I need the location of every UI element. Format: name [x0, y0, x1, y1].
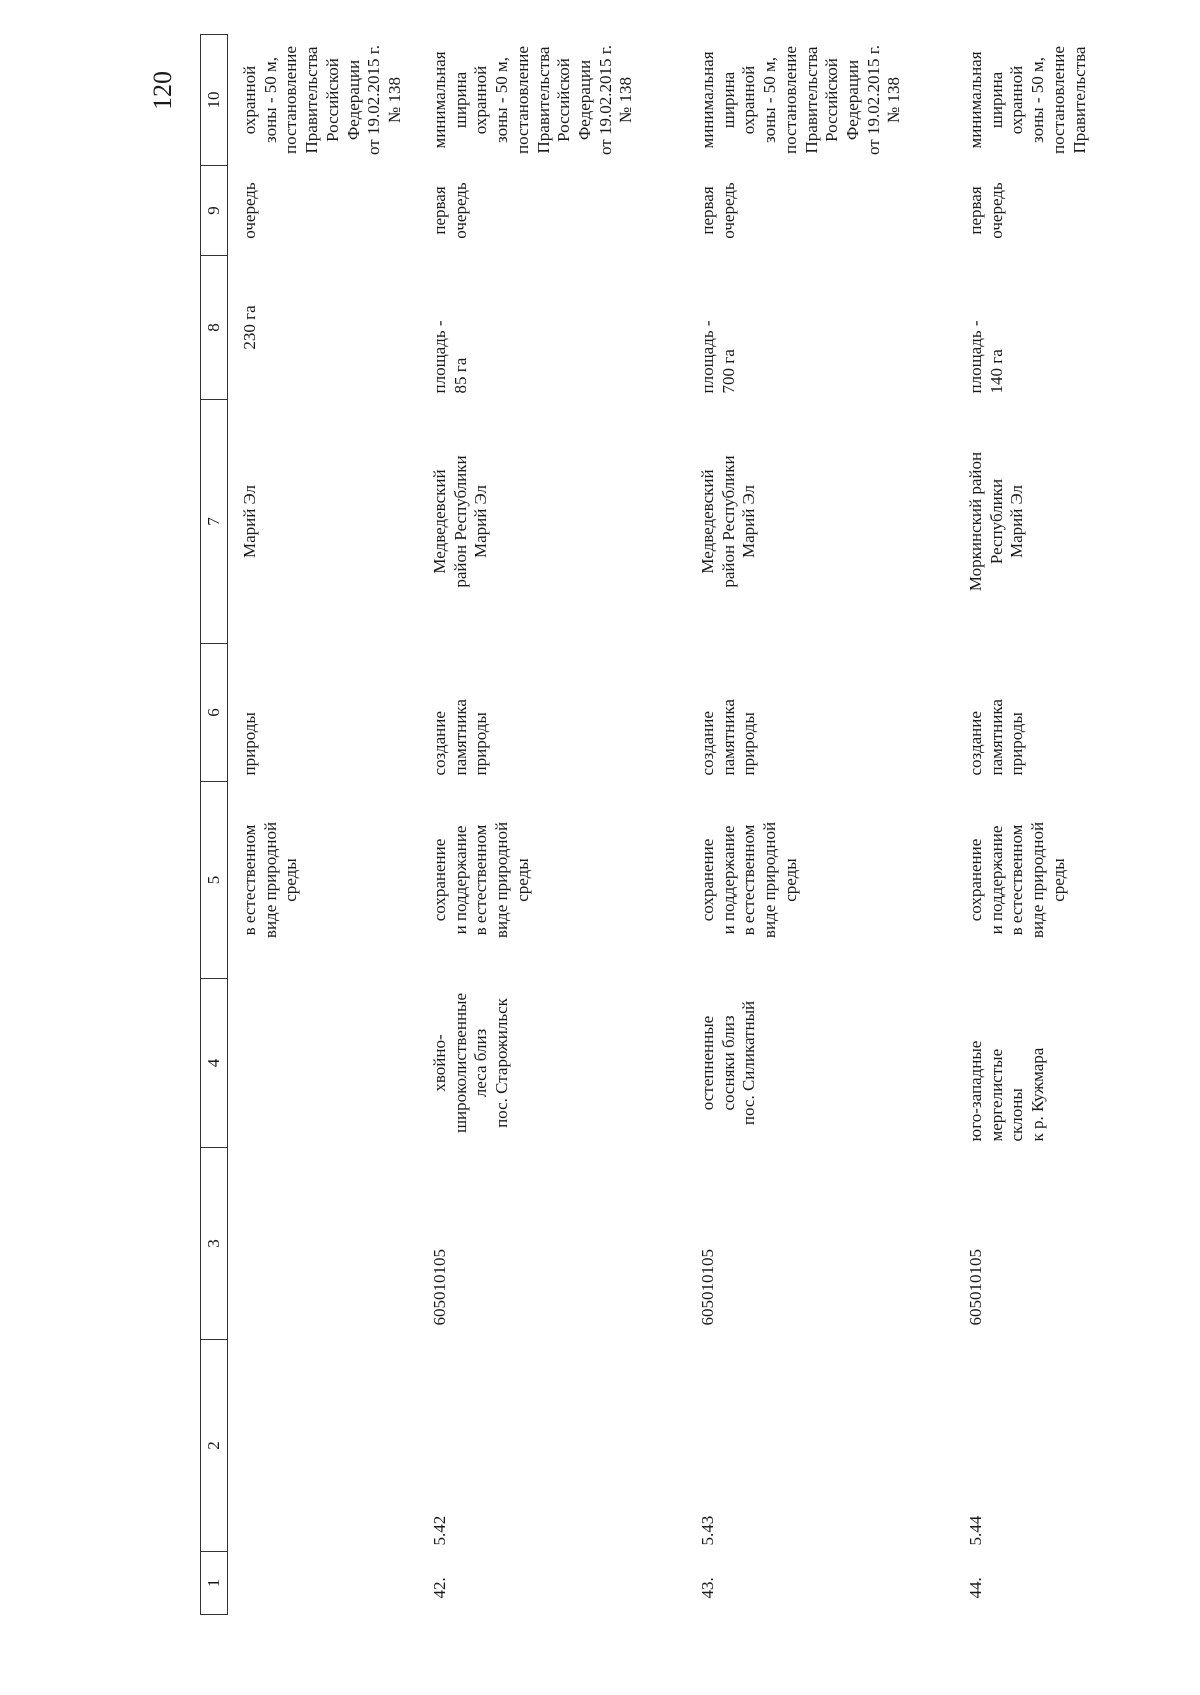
cell-type: создание памятника природы — [965, 699, 1027, 776]
cell-priority: первая очередь — [697, 182, 738, 239]
rotated-table-container — [200, 35, 1200, 1615]
document-table — [200, 34, 1200, 1615]
cell-purpose: сохранение и поддержание в естественном виде природной среды — [697, 821, 800, 939]
cell-id: 605010105 — [965, 1249, 985, 1326]
cell-type: создание памятника природы — [429, 699, 491, 776]
cell-id: 605010105 — [697, 1249, 717, 1326]
cell-priority: первая очередь — [965, 182, 1006, 239]
cell-code: 5.44 — [965, 1515, 985, 1546]
cell-purpose: сохранение и поддержание в естественном виде природной среды — [429, 821, 532, 939]
header-col-10: 10 — [201, 35, 228, 166]
cell-notes: охранной зоны - 50 м, постановление Правительства Российской Федерации от 19.02.2015 г. № 138 — [240, 45, 405, 156]
cell-purpose: в естественном виде природной среды — [240, 821, 301, 939]
cell-area: 230 га — [240, 305, 259, 350]
cell-area: площадь - 140 га — [965, 320, 1006, 394]
cell-notes: минимальная ширина охранной зоны - 50 м, постановление Правительства Российской Федерации от 19.02.2015 г. № 138 — [429, 45, 636, 156]
header-col-1: 1 — [201, 1552, 228, 1615]
cell-priority: очередь — [240, 182, 259, 239]
header-col-7: 7 — [201, 400, 228, 644]
cell-type: создание памятника природы — [697, 699, 759, 776]
cell-area: площадь - 700 га — [697, 320, 738, 394]
cell-location: Моркинский район Республики Марий Эл — [965, 451, 1027, 592]
cell-location: Марий Эл — [240, 484, 259, 559]
cell-type: природы — [240, 712, 259, 776]
cell-notes: минимальная ширина охранной зоны - 50 м, постановление Правительства Российской Федерации от 19.02.2015 г. № 138 — [697, 45, 904, 156]
cell-empty — [228, 979, 406, 1148]
header-row — [201, 35, 228, 1615]
page-number: 120 — [148, 71, 177, 110]
cell-empty — [228, 1552, 406, 1615]
cell-row-number: 44. — [965, 1577, 985, 1599]
cell-location: Медведевский район Республики Марий Эл — [429, 455, 491, 588]
cell-row-number: 42. — [429, 1577, 449, 1599]
cell-purpose: сохранение и поддержание в естественном виде природной среды — [965, 821, 1068, 939]
header-col-6: 6 — [201, 644, 228, 782]
cell-notes: минимальная ширина охранной зоны - 50 м, постановление Правительства — [965, 46, 1089, 154]
header-col-8: 8 — [201, 256, 228, 400]
cell-row-number: 43. — [697, 1577, 717, 1599]
table-row — [942, 35, 1200, 1615]
cell-name: хвойно- широколиственные леса близ пос. Старожильск — [429, 992, 512, 1134]
cell-code: 5.42 — [429, 1515, 449, 1546]
table-row-continued — [228, 35, 406, 1615]
header-col-2: 2 — [201, 1340, 228, 1552]
cell-empty — [228, 1340, 406, 1552]
header-col-4: 4 — [201, 979, 228, 1148]
header-col-3: 3 — [201, 1148, 228, 1340]
cell-priority: первая очередь — [429, 182, 470, 239]
cell-code: 5.43 — [697, 1515, 717, 1546]
table-row — [406, 35, 674, 1615]
cell-empty — [228, 1148, 406, 1340]
cell-name: остепненные сосняки близ пос. Силикатный — [697, 1000, 759, 1126]
header-col-5: 5 — [201, 782, 228, 979]
cell-location: Медведевский район Республики Марий Эл — [697, 455, 759, 588]
cell-area: площадь - 85 га — [429, 320, 470, 394]
table-row — [674, 35, 942, 1615]
header-col-9: 9 — [201, 166, 228, 256]
cell-name: юго-западные мергелистые склоны к р. Кужмара — [965, 1040, 1048, 1142]
cell-id: 605010105 — [429, 1249, 449, 1326]
